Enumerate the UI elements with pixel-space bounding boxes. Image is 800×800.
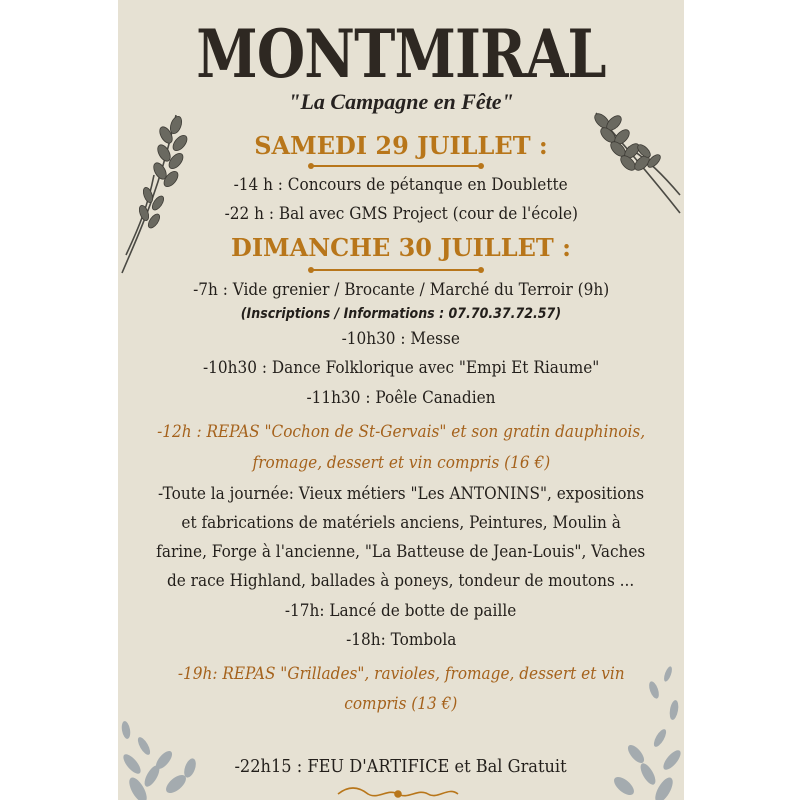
list-item: -Toute la journée: Vieux métiers "Les ANTONINS", expositions [157, 484, 645, 504]
poster-title: MONTMIRAL [196, 15, 606, 93]
fireworks-item: -22h15 : FEU D'ARTIFICE et Bal Gratuit [234, 756, 568, 777]
divider [311, 269, 481, 271]
meal-item: fromage, dessert et vin compris (16 €) [252, 453, 550, 473]
list-item: -14 h : Concours de pétanque en Doublette [233, 175, 569, 195]
divider [311, 165, 481, 167]
meal-item: -12h : REPAS "Cochon de St-Gervais" et son gratin dauphinois, [157, 422, 645, 442]
contact-info: (Inscriptions / Informations : 07.70.37.72.57) [240, 306, 562, 322]
list-item: -22 h : Bal avec GMS Project (cour de l'école) [224, 204, 578, 224]
meal-item: -19h: REPAS "Grillades", ravioles, fromage, dessert et vin [177, 664, 625, 684]
meal-item: compris (13 €) [344, 694, 458, 714]
list-item: -10h30 : Messe [341, 329, 461, 349]
ornament-icon [328, 786, 468, 800]
list-item: farine, Forge à l'ancienne, "La Batteuse de Jean-Louis", Vaches [156, 542, 646, 562]
event-poster [118, 0, 684, 800]
list-item: -18h: Tombola [345, 630, 457, 650]
day-heading-sunday: DIMANCHE 30 JUILLET : [231, 233, 571, 262]
poster-subtitle: "La Campagne en Fête" [288, 89, 514, 114]
list-item: -17h: Lancé de botte de paille [285, 601, 517, 621]
list-item: -10h30 : Dance Folklorique avec "Empi Et Riaume" [202, 358, 600, 378]
list-item: -11h30 : Poêle Canadien [306, 388, 496, 408]
list-item: et fabrications de matériels anciens, Peintures, Moulin à [181, 513, 621, 533]
day-heading-saturday: SAMEDI 29 JUILLET : [254, 131, 548, 160]
list-item: -7h : Vide grenier / Brocante / Marché du Terroir (9h) [192, 280, 610, 300]
list-item: de race Highland, ballades à poneys, tondeur de moutons ... [167, 571, 635, 591]
